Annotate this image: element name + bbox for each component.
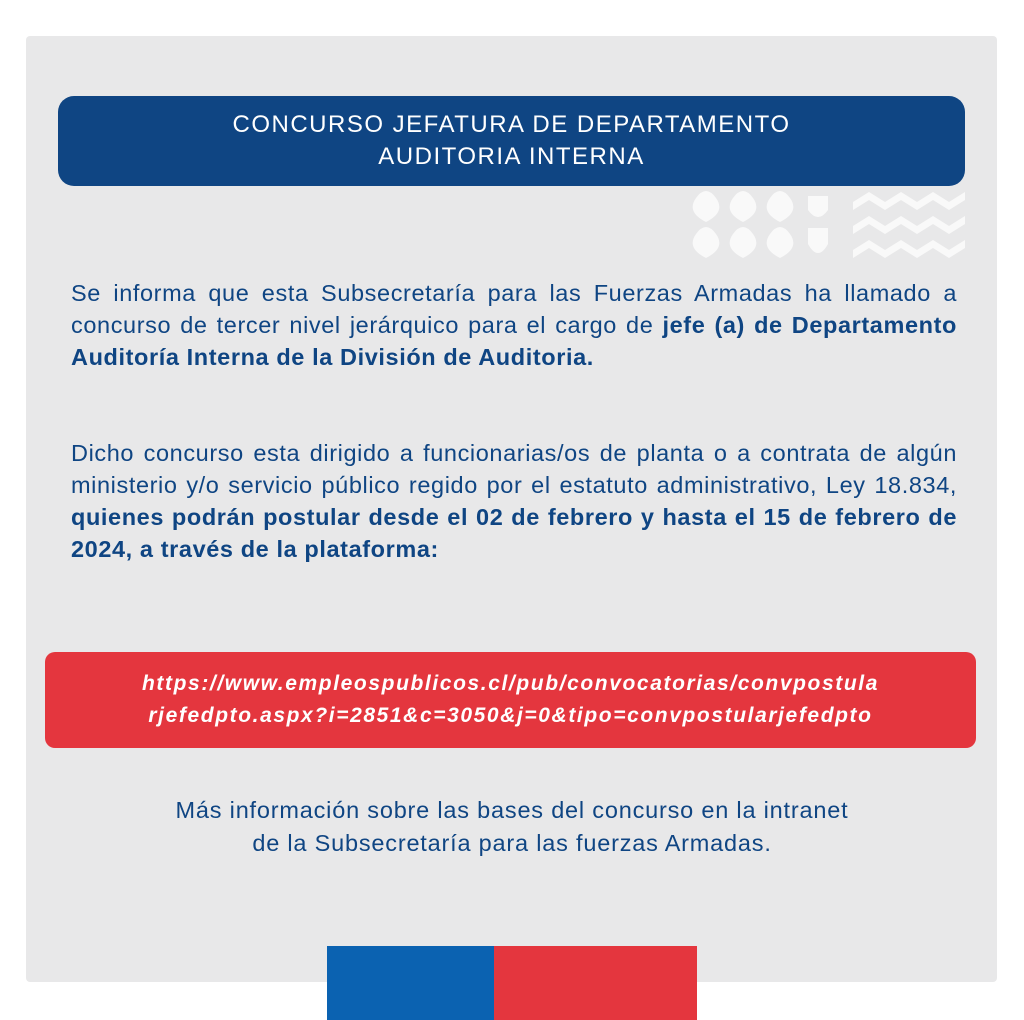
announcement-text: Se informa que esta Subsecretaría para las Fuerzas Armadas ha llamado a concurso de tercer nivel jerárquico para el cargo de bbox=[71, 280, 957, 338]
more-info-line-1: Más información sobre las bases del concurso en la intranet bbox=[175, 797, 849, 823]
announcement-paragraph bbox=[71, 277, 957, 373]
title-banner bbox=[58, 96, 965, 186]
link-line-1[interactable]: https://www.empleospublicos.cl/pub/convocatorias/convpostula bbox=[142, 672, 879, 695]
eligibility-text: Dicho concurso esta dirigido a funcionarias/os de planta o a contrata de algún ministerio y/o servicio público regido por el estatuto administrativo, Ley 18.834, bbox=[71, 440, 957, 498]
more-info-text bbox=[60, 794, 964, 860]
application-link[interactable] bbox=[45, 652, 976, 748]
title-line-1: CONCURSO JEFATURA DE DEPARTAMENTO bbox=[232, 111, 791, 138]
flag-blue-stripe bbox=[327, 946, 494, 1020]
link-line-2[interactable]: rjefedpto.aspx?i=2851&c=3050&j=0&tipo=convpostularjefedpto bbox=[148, 704, 873, 727]
application-dates: quienes podrán postular desde el 02 de febrero y hasta el 15 de febrero de 2024, a través de la plataforma: bbox=[71, 504, 957, 562]
eligibility-paragraph bbox=[71, 437, 957, 565]
flag-red-stripe bbox=[494, 946, 697, 1020]
announcement-position: jefe (a) de Departamento Auditoría Interna de la División de Auditoria. bbox=[71, 312, 957, 370]
title-line-2: AUDITORIA INTERNA bbox=[378, 143, 645, 170]
more-info-line-2: de la Subsecretaría para las fuerzas Armadas. bbox=[252, 830, 772, 856]
